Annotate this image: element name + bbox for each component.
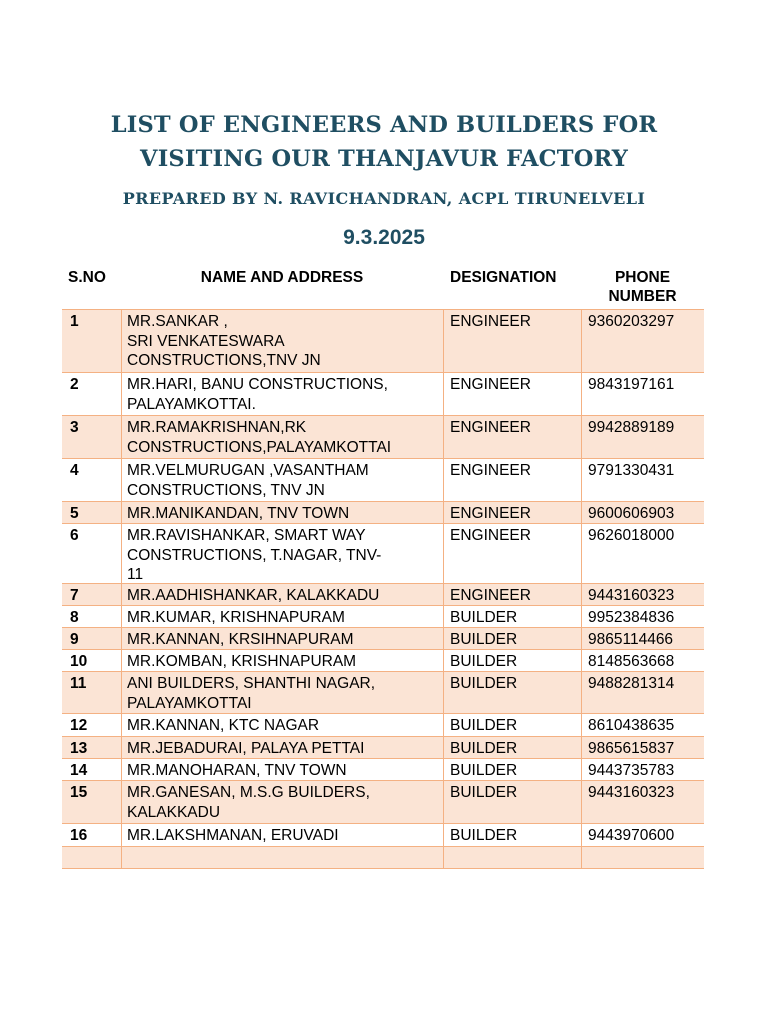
cell-designation: BUILDER [443, 759, 581, 780]
name-address-line: MR.GANESAN, M.S.G BUILDERS, [127, 784, 370, 801]
name-address-line: MR.AADHISHANKAR, KALAKKADU [127, 587, 380, 604]
cell-name-address [121, 672, 443, 713]
header-sno: S.NO [68, 269, 106, 286]
name-address-line: CONSTRUCTIONS, TNV JN [127, 481, 325, 499]
name-address-line: MR.SANKAR , [127, 313, 228, 330]
name-address-line: MR.MANIKANDAN, TNV TOWN [127, 505, 350, 522]
name-address-line: MR.RAVISHANKAR, SMART WAY [127, 527, 366, 544]
table-row [62, 459, 704, 502]
cell-sno: 8 [70, 609, 79, 626]
cell-designation: BUILDER [443, 714, 581, 736]
table-body [62, 310, 704, 869]
name-address-line: MR.KANNAN, KRSIHNAPURAM [127, 631, 354, 648]
cell-phone: 9952384836 [581, 606, 704, 627]
name-address-line: MR.RAMAKRISHNAN,RK [127, 419, 307, 436]
table-row [62, 373, 704, 416]
header-phone [581, 266, 704, 309]
name-address-line: MR.HARI, BANU CONSTRUCTIONS, [127, 376, 388, 393]
cell-designation: BUILDER [443, 628, 581, 649]
cell-name-address [121, 310, 443, 372]
cell-sno: 10 [70, 653, 88, 670]
table-row [62, 650, 704, 672]
name-address-line: MR.MANOHARAN, TNV TOWN [127, 762, 347, 779]
cell-designation: BUILDER [443, 650, 581, 671]
name-address-line: 11 [127, 566, 144, 583]
cell-designation: ENGINEER [443, 584, 581, 605]
document-date: 9.3.2025 [343, 226, 425, 249]
cell-designation: ENGINEER [443, 310, 581, 372]
name-address-line [127, 849, 438, 869]
cell-sno: 1 [70, 313, 79, 330]
cell-designation: BUILDER [443, 824, 581, 846]
cell-name-address [121, 524, 443, 583]
cell-name-address [121, 824, 443, 846]
name-address-line: ANI BUILDERS, SHANTHI NAGAR, [127, 675, 376, 692]
cell-designation: ENGINEER [443, 373, 581, 415]
cell-designation: BUILDER [443, 672, 581, 713]
header-name-address: NAME AND ADDRESS [200, 269, 364, 286]
name-address-line: KALAKKADU [127, 803, 221, 821]
cell-name-address [121, 737, 443, 758]
cell-name-address [121, 373, 443, 415]
table-row [62, 584, 704, 606]
document-title-line-1: LIST OF ENGINEERS AND BUILDERS FOR [110, 112, 658, 138]
cell-sno: 14 [70, 762, 88, 779]
name-address-line: MR.KUMAR, KRISHNAPURAM [127, 609, 345, 626]
table-row [62, 310, 704, 373]
cell-phone: 8148563668 [581, 650, 704, 671]
cell-phone: 9942889189 [581, 416, 704, 458]
header-phone-line-1: PHONE [614, 269, 671, 286]
table-row [62, 737, 704, 759]
cell-designation: ENGINEER [443, 524, 581, 583]
cell-name-address [121, 650, 443, 671]
table-row [62, 502, 704, 524]
cell-phone: 9488281314 [581, 672, 704, 713]
cell-name-address [121, 714, 443, 736]
table-row [62, 781, 704, 824]
name-address-line: CONSTRUCTIONS,TNV JN [127, 352, 321, 369]
cell-sno: 4 [70, 462, 79, 479]
name-address-line: MR.KANNAN, KTC NAGAR [127, 717, 320, 734]
cell-phone: 9865114466 [581, 628, 704, 649]
cell-phone: 9600606903 [581, 502, 704, 523]
cell-name-address [121, 606, 443, 627]
cell-sno: 15 [70, 784, 88, 801]
table-row [62, 628, 704, 650]
table-row [62, 524, 704, 584]
cell-sno: 16 [70, 827, 88, 844]
cell-phone: 9843197161 [581, 373, 704, 415]
cell-phone: 9443160323 [581, 584, 704, 605]
cell-phone: 9360203297 [581, 310, 704, 372]
document-subtitle: PREPARED BY N. RAVICHANDRAN, ACPL TIRUNELVELI [122, 189, 646, 208]
name-address-line: PALAYAMKOTTAI [127, 694, 252, 712]
table-row [62, 824, 704, 847]
cell-sno: 7 [70, 587, 79, 604]
cell-designation: BUILDER [443, 606, 581, 627]
cell-designation: ENGINEER [443, 502, 581, 523]
cell-phone: 9443735783 [581, 759, 704, 780]
cell-phone: 9791330431 [581, 459, 704, 501]
cell-name-address [121, 781, 443, 823]
cell-phone: 9626018000 [581, 524, 704, 583]
cell-sno: 13 [70, 740, 88, 757]
cell-phone: 9443970600 [581, 824, 704, 846]
cell-name-address [121, 459, 443, 501]
header-designation: DESIGNATION [450, 269, 557, 286]
name-address-line: CONSTRUCTIONS,PALAYAMKOTTAI [127, 438, 392, 456]
cell-sno: 5 [70, 505, 79, 522]
table-row [62, 714, 704, 737]
table-header-row [62, 266, 704, 310]
cell-designation: BUILDER [443, 781, 581, 823]
cell-name-address [121, 847, 443, 868]
name-address-line: CONSTRUCTIONS, T.NAGAR, TNV- [127, 546, 382, 564]
name-address-line: PALAYAMKOTTAI. [127, 395, 256, 413]
cell-phone [581, 847, 704, 868]
table-row [62, 759, 704, 781]
cell-phone: 9443160323 [581, 781, 704, 823]
cell-sno [62, 847, 121, 868]
table-row [62, 672, 704, 714]
cell-designation [443, 847, 581, 868]
cell-sno: 3 [70, 419, 79, 436]
cell-sno: 11 [70, 675, 87, 692]
cell-sno: 6 [70, 527, 79, 544]
cell-name-address [121, 416, 443, 458]
cell-name-address [121, 628, 443, 649]
name-address-line: MR.KOMBAN, KRISHNAPURAM [127, 653, 357, 670]
name-address-line: SRI VENKATESWARA [127, 332, 285, 350]
cell-designation: ENGINEER [443, 416, 581, 458]
cell-designation: BUILDER [443, 737, 581, 758]
name-address-line: MR.LAKSHMANAN, ERUVADI [127, 827, 339, 844]
cell-name-address [121, 584, 443, 605]
document-title-line-2: VISITING OUR THANJAVUR FACTORY [140, 146, 628, 172]
contacts-table [62, 266, 704, 869]
name-address-line: MR.JEBADURAI, PALAYA PETTAI [127, 740, 365, 757]
cell-name-address [121, 759, 443, 780]
cell-name-address [121, 502, 443, 523]
table-row [62, 606, 704, 628]
cell-phone: 9865615837 [581, 737, 704, 758]
header-phone-line-2: NUMBER [608, 288, 677, 305]
name-address-line: MR.VELMURUGAN ,VASANTHAM [127, 462, 369, 479]
table-row [62, 416, 704, 459]
cell-designation: ENGINEER [443, 459, 581, 501]
cell-phone: 8610438635 [581, 714, 704, 736]
cell-sno: 9 [70, 631, 79, 648]
cell-sno: 12 [70, 717, 88, 734]
cell-sno: 2 [70, 376, 79, 393]
table-row [62, 847, 704, 869]
